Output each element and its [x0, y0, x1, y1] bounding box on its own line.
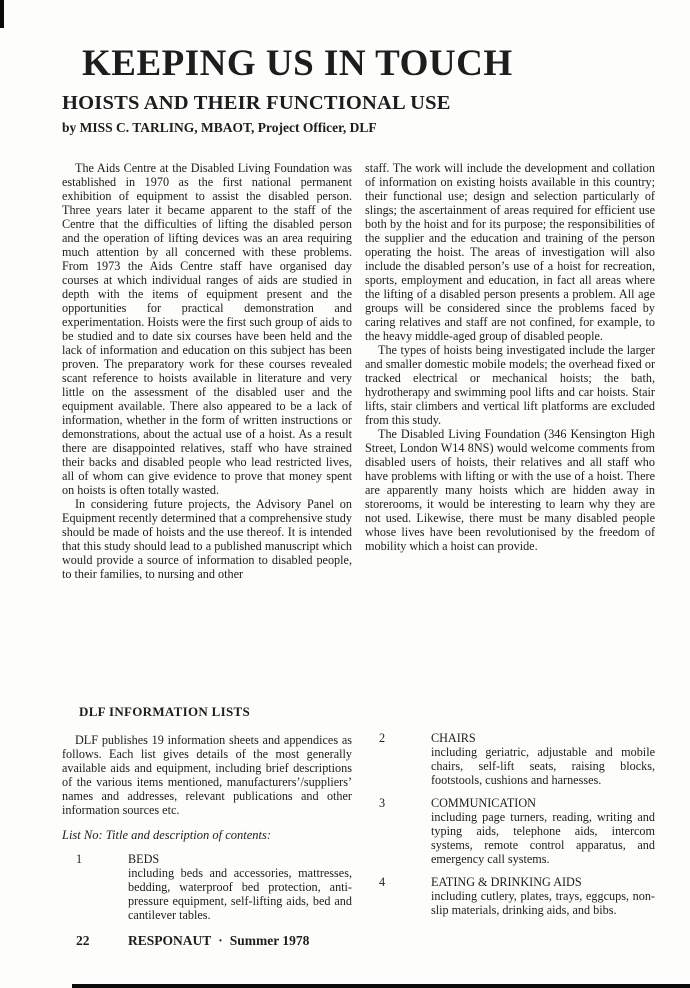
article-paragraph: In considering future projects, the Advisory Panel on Equipment recently determined that a comprehensive study should be made of hoists and the use thereof. It is intended that this study should lead to a published manuscript which would provide a source of information to disabled people, to their families, to nursing and other: [62, 497, 352, 581]
list-item-description: including cutlery, plates, trays, eggcups, non-slip materials, drinking aids, and bibs.: [431, 889, 655, 917]
journal-issue: Summer 1978: [229, 933, 310, 948]
list-item-content: [431, 731, 655, 787]
article-right-column: [365, 161, 655, 581]
page-footer: [62, 933, 309, 949]
list-item-number: 4: [379, 875, 386, 889]
list-item-title: COMMUNICATION: [431, 796, 536, 810]
list-item-description: including page turners, reading, writing and typing aids, telephone aids, intercom systems, remote control apparatus, and emergency call systems.: [431, 810, 655, 866]
list-item-description: including beds and accessories, mattresses, bedding, waterproof bed protection, anti-pressure equipment, self-lifting aids, bed and cantilever tables.: [128, 866, 352, 922]
list-item-content: [431, 875, 655, 917]
info-lists-left-column: [62, 704, 352, 922]
article-paragraph: The types of hoists being investigated include the larger and smaller domestic mobile models; the overhead fixed or tracked electrical or mechanical hoists; the bath, hydrotherapy and swimming pool lifts and car hoists. Stair lifts, stair climbers and vertical lift platforms are excluded from this study.: [365, 343, 655, 427]
article-paragraph: staff. The work will include the development and collation of information on existing hoists available in this country; their functional use; design and selection particularly of slings; the ascertainment of areas required for efficient use both by the hoist and for its purpose; the responsibilities of the supplier and the education and training of the person operating the hoist. The areas of investigation will also include the disabled person’s use of a hoist for recreation, sports, employment and education, in fact all areas where the lifting of a disabled person presents a problem. All age groups will be considered since the problems faced by caring relatives and staff are not confined, for example, to the heavy middle-aged group of disabled people.: [365, 161, 655, 343]
article-left-column: [62, 161, 352, 581]
list-item: [365, 731, 655, 787]
article-paragraph: The Aids Centre at the Disabled Living Foundation was established in 1970 as the first national permanent exhibition of equipment to assist the disabled person. Three years later it became apparent to the staff of the Centre that the difficulties of lifting the disabled person and the operation of lifting devices was an area requiring much attention by all concerned with these problems. From 1973 the Aids Centre staff have organised day courses at which individual ranges of aids are studied in depth with the items of equipment present and the opportunities for practical demonstration and experimentation. Hoists were the first such group of aids to be studied and to date six courses have been held and the lack of information and education on this subject has been proven. The preparatory work for these courses revealed scant reference to hoists available in literature and very little on the assessment of the disabled user and the equipment available. There also appeared to be a lack of information, whether in the form of written instructions or demonstrations, about the actual use of a hoist. As a result there are disappointed relatives, staff who have strained their backs and disabled people who lead restricted lives, all of whom can give evidence to prove that money spent on hoists is often totally wasted.: [62, 161, 352, 497]
list-item-content: [431, 796, 655, 866]
journal-name: RESPONAUT: [128, 933, 212, 948]
journal-line: [128, 933, 309, 949]
list-item-number: 2: [379, 731, 386, 745]
list-item: [62, 852, 352, 922]
info-lists-caption: List No: Title and description of contents:: [62, 828, 272, 842]
page-number: 22: [76, 933, 90, 948]
article-byline: by MISS C. TARLING, MBAOT, Project Officer, DLF: [62, 119, 377, 135]
info-lists-heading: DLF INFORMATION LISTS: [79, 704, 250, 719]
article-body: [62, 161, 655, 581]
info-lists-right-column: [365, 704, 655, 922]
article-paragraph: The Disabled Living Foundation (346 Kensington High Street, London W14 8NS) would welcome comments from disabled users of hoists, their relatives and all staff who have problems with lifting or with the use of a hoist. There are apparently many hoists which are hidden away in storerooms, it would be interesting to learn why they are not used. Likewise, there must be many disabled people whose lives have been revolutionised by the freedom of mobility which a hoist can provide.: [365, 427, 655, 553]
scan-artifact-line: [72, 984, 690, 988]
list-item-title: EATING & DRINKING AIDS: [431, 875, 582, 889]
info-lists-intro: DLF publishes 19 information sheets and appendices as follows. Each list gives details of the most generally available aids and equipment, including brief descriptions of the various items mentioned, manufacturers’/suppliers’ names and addresses, relevant publications and other information sources etc.: [62, 733, 352, 817]
article-subtitle: HOISTS AND THEIR FUNCTIONAL USE: [62, 91, 451, 114]
page-title: KEEPING US IN TOUCH: [82, 43, 513, 84]
list-item: [365, 875, 655, 917]
journal-separator: ·: [218, 933, 223, 948]
list-item-title: BEDS: [128, 852, 160, 866]
list-item-number: 3: [379, 796, 386, 810]
list-item-title: CHAIRS: [431, 731, 476, 745]
list-item-content: [128, 852, 352, 922]
info-lists-section: [62, 704, 655, 922]
list-item-description: including geriatric, adjustable and mobile chairs, self-lift seats, raising blocks, footstools, cushions and harnesses.: [431, 745, 655, 787]
article-header: [62, 44, 642, 136]
list-item: [365, 796, 655, 866]
scan-artifact-mark: [0, 0, 4, 28]
list-item-number: 1: [76, 852, 83, 866]
